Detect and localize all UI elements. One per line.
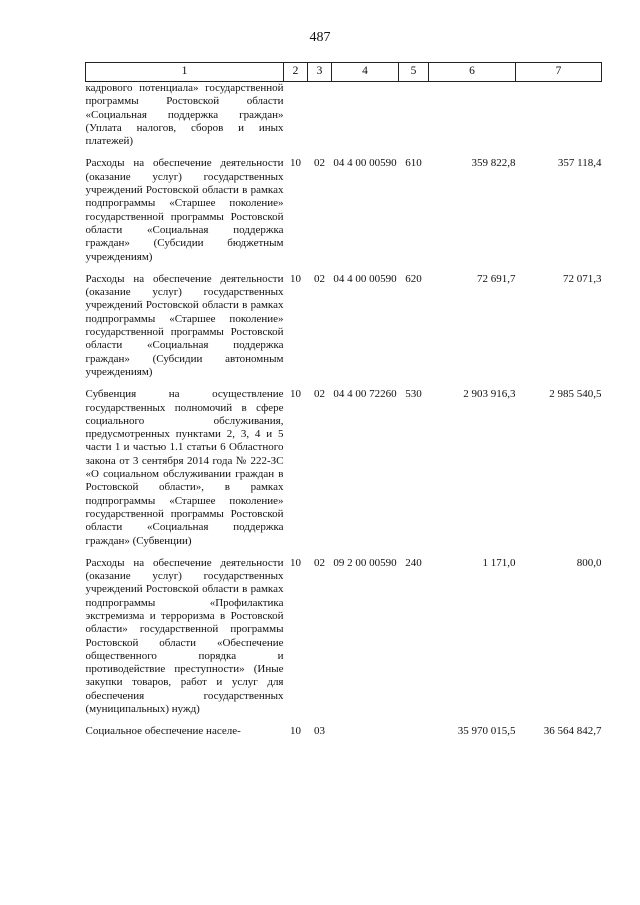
table-row — [86, 725, 602, 738]
amount-col6 — [429, 82, 516, 149]
amount-col7: 357 118,4 — [557, 157, 602, 170]
column-header: 2 — [284, 63, 308, 82]
target-article-code: 04 4 00 00590 — [333, 157, 397, 170]
subsection-code: 02 — [314, 388, 325, 401]
row-description: Расходы на обеспечение деятельности (оказание услуг) государственных учреждений Ростовской области в рамках подпрограммы «Старшее поколение» государственной программы Ростовской области «Социальная поддержка граждан» (Субсидии автономным учреждениям) — [85, 272, 284, 378]
expense-type-code: 240 — [405, 556, 422, 569]
table-row — [86, 157, 602, 263]
table-row — [86, 388, 602, 548]
section-code — [284, 82, 308, 149]
amount-col6: 35 970 015,5 — [457, 725, 516, 738]
column-header: 7 — [516, 63, 602, 82]
section-code: 10 — [290, 272, 301, 285]
table-row — [86, 557, 602, 717]
table-row — [86, 273, 602, 379]
subsection-code: 02 — [314, 157, 325, 170]
row-description: кадрового потенциала» государственной программы Ростовской области «Социальная поддержка граждан» (Уплата налогов, сборов и иных платежей) — [85, 82, 284, 148]
amount-col6: 72 691,7 — [477, 272, 516, 285]
amount-col7: 2 985 540,5 — [549, 388, 602, 401]
subsection-code: 03 — [314, 725, 325, 738]
expense-type-code — [399, 82, 429, 149]
subsection-code: 02 — [314, 272, 325, 285]
budget-table — [85, 62, 602, 739]
amount-col7: 72 071,3 — [563, 272, 602, 285]
section-code: 10 — [290, 388, 301, 401]
column-header: 1 — [86, 63, 284, 82]
section-code: 10 — [290, 157, 301, 170]
target-article-code — [332, 82, 399, 149]
table-header-row — [86, 63, 602, 82]
amount-col6: 359 822,8 — [471, 157, 516, 170]
expense-type-code: 530 — [405, 388, 422, 401]
expense-type-code: 610 — [405, 157, 422, 170]
row-description: Социальное обеспечение населе- — [85, 725, 241, 738]
column-header: 4 — [332, 63, 399, 82]
section-code: 10 — [290, 725, 301, 738]
column-header: 6 — [429, 63, 516, 82]
target-article-code: 04 4 00 00590 — [333, 272, 397, 285]
amount-col7 — [516, 82, 602, 149]
subsection-code: 02 — [314, 556, 325, 569]
column-header: 5 — [399, 63, 429, 82]
amount-col6: 1 171,0 — [482, 556, 516, 569]
expense-type-code — [399, 725, 429, 738]
amount-col6: 2 903 916,3 — [463, 388, 516, 401]
row-description: Субвенция на осуществление государственных полномочий в сфере социального обслуживания, предусмотренных пунктами 2, 3, 4 и 5 части 1 и частью 1.1 статьи 6 Областного закона от 3 сентября 2014 года № 222-ЗС «О социальном обслуживании граждан в Ростовской области», в рамках подпрограммы «Старшее поколение» государственной программы Ростовской области «Социальная поддержка граждан» (Субвенции) — [85, 388, 284, 547]
table-row — [86, 82, 602, 149]
amount-col7: 36 564 842,7 — [543, 725, 602, 738]
section-code: 10 — [290, 556, 301, 569]
row-description: Расходы на обеспечение деятельности (оказание услуг) государственных учреждений Ростовской области в рамках подпрограммы «Профилактика экстремизма и терроризма в Ростовской области» государственной программы Ростовской области «Обеспечение общественного порядка и противодействие преступности» (Иные закупки товаров, работ и услуг для обеспечения государственных (муниципальных) нужд) — [85, 556, 284, 716]
subsection-code — [308, 82, 332, 149]
target-article-code: 04 4 00 72260 — [333, 388, 397, 401]
expense-type-code: 620 — [405, 272, 422, 285]
target-article-code — [332, 725, 399, 738]
target-article-code: 09 2 00 00590 — [333, 556, 397, 569]
row-description: Расходы на обеспечение деятельности (оказание услуг) государственных учреждений Ростовской области в рамках подпрограммы «Старшее поколение» государственной программы Ростовской области «Социальная поддержка граждан» (Субсидии бюджетным учреждениям) — [85, 157, 284, 263]
amount-col7: 800,0 — [576, 556, 602, 569]
column-header: 3 — [308, 63, 332, 82]
page-number: 487 — [309, 30, 331, 45]
